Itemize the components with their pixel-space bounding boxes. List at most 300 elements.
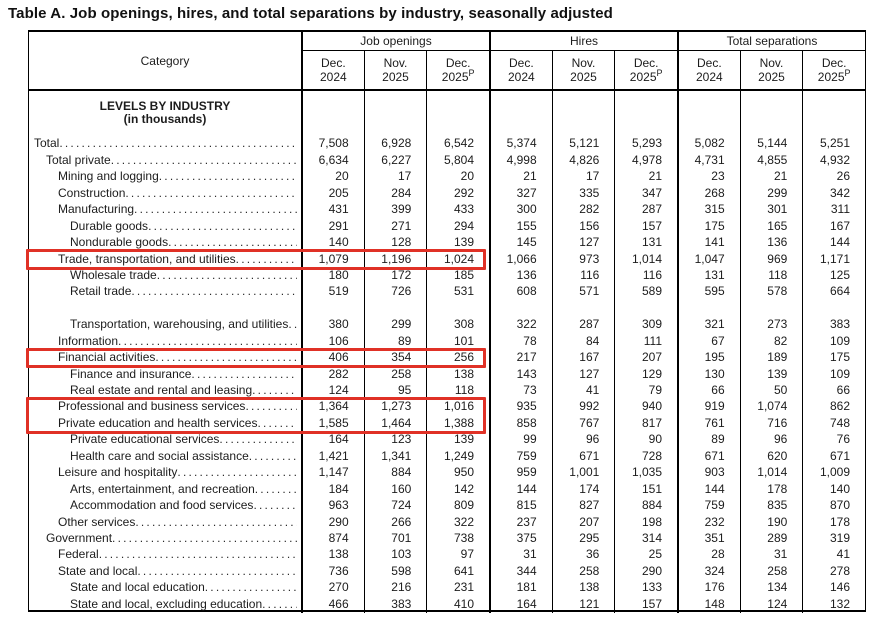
leader-dots [288,317,297,332]
data-cell: 309 [614,300,677,333]
column-rule [364,91,427,136]
table-row [29,514,865,530]
data-cell: 139 [426,235,489,251]
data-cell: 322 [426,514,489,530]
data-cell: 870 [802,498,865,514]
year-column-header [802,51,865,89]
row-label: Construction [58,185,126,200]
row-category-cell [29,399,301,415]
leader-dots [148,219,297,234]
row-category-cell [29,580,301,596]
data-cell: 738 [426,531,489,547]
row-label: Health care and social assistance [70,448,249,463]
row-category-cell [29,432,301,448]
row-label: Transportation, warehousing, and utilities [70,317,289,332]
row-category-cell [29,202,301,218]
data-cell: 89 [677,432,740,448]
data-cell: 133 [614,580,677,596]
data-cell: 128 [364,235,427,251]
preliminary-superscript: P [468,68,475,78]
data-cell: 73 [489,383,552,399]
section-header-block [29,91,865,136]
table-row [29,235,865,251]
row-category-cell [29,186,301,202]
data-cell: 167 [802,218,865,234]
row-category-cell [29,515,301,531]
data-cell: 195 [677,350,740,366]
data-cell: 25 [614,547,677,563]
data-cell: 1,024 [426,251,489,267]
table-row [29,448,865,464]
data-cell: 185 [426,268,489,284]
data-cell: 299 [740,185,803,201]
data-cell: 571 [552,284,615,300]
data-cell: 175 [677,218,740,234]
leader-dots [118,334,297,349]
data-cell: 759 [489,448,552,464]
data-cell: 748 [802,415,865,431]
data-cell: 266 [364,514,427,530]
data-cell: 118 [426,383,489,399]
row-label: Other services [58,514,136,529]
leader-dots [168,235,297,250]
row-label: Mining and logging [58,169,159,184]
year-text: 2025 [817,70,845,84]
data-cell: 165 [740,218,803,234]
data-cell: 178 [740,481,803,497]
data-cell: 767 [552,415,615,431]
leader-dots [111,153,297,168]
leader-dots [99,547,297,562]
data-cell: 940 [614,399,677,415]
data-cell: 324 [677,563,740,579]
leader-dots [157,268,297,283]
data-cell: 992 [552,399,615,415]
data-cell: 406 [301,350,364,366]
row-label: Private educational services [70,432,220,447]
data-cell: 17 [552,169,615,185]
table-row [29,350,865,366]
row-label: Professional and business services [58,399,246,414]
table-row [29,202,865,218]
data-cell: 144 [677,481,740,497]
year-text: 2025 [758,70,785,84]
data-cell: 178 [802,514,865,530]
data-cell: 167 [552,350,615,366]
data-cell: 148 [677,596,740,612]
data-cell: 103 [364,547,427,563]
row-category-cell [29,482,301,498]
data-cell: 671 [677,448,740,464]
table-header [29,32,865,91]
data-cell: 1,079 [301,251,364,267]
row-label: Financial activities [58,350,156,365]
data-cell: 96 [740,432,803,448]
data-cell: 595 [677,284,740,300]
data-cell: 950 [426,465,489,481]
data-cell: 598 [364,563,427,579]
row-category-cell [29,252,301,268]
data-cell: 935 [489,399,552,415]
data-cell: 180 [301,268,364,284]
data-cell: 129 [614,366,677,382]
data-cell: 351 [677,531,740,547]
data-cell: 21 [740,169,803,185]
data-cell: 76 [802,432,865,448]
data-cell: 6,227 [364,152,427,168]
data-cell: 217 [489,350,552,366]
data-cell: 1,074 [740,399,803,415]
data-cell: 258 [552,563,615,579]
year-text: 2024 [507,70,535,84]
row-category-cell [29,449,301,465]
data-cell: 1,196 [364,251,427,267]
data-cell: 884 [364,465,427,481]
data-cell: 21 [489,169,552,185]
row-label: Leisure and hospitality [58,465,178,480]
data-cell: 145 [489,235,552,251]
column-rule [426,91,489,136]
table-row [29,415,865,431]
section-header-line2: (in thousands) [123,112,207,126]
data-cell: 311 [802,202,865,218]
month-label: Dec. [508,56,534,70]
data-cell: 127 [552,235,615,251]
data-cell: 268 [677,185,740,201]
table-title: Table A. Job openings, hires, and total separations by industry, seasonally adjusted [8,5,613,22]
data-cell: 959 [489,465,552,481]
data-cell: 728 [614,448,677,464]
data-cell: 174 [552,481,615,497]
year-text: 2024 [319,70,347,84]
year-column-header [489,51,552,89]
data-cell: 817 [614,415,677,431]
data-cell: 4,978 [614,152,677,168]
column-rule [614,91,677,136]
row-label: Accommodation and food services [70,498,254,513]
data-cell: 300 [489,202,552,218]
leader-dots [245,399,297,414]
leader-dots [191,367,297,382]
data-cell: 919 [677,399,740,415]
data-cell: 295 [552,531,615,547]
data-cell: 175 [802,350,865,366]
table-row [29,284,865,300]
row-label: Finance and insurance [70,366,192,381]
data-cell: 31 [489,547,552,563]
row-category-cell [29,498,301,514]
data-cell: 28 [677,547,740,563]
year-text: 2025 [629,70,657,84]
data-cell: 1,016 [426,399,489,415]
year-text: 2025 [382,70,409,84]
data-cell: 292 [426,185,489,201]
data-cell: 815 [489,498,552,514]
year-column-header [426,51,489,89]
row-category-cell [29,284,301,300]
data-cell: 290 [614,563,677,579]
data-cell: 31 [740,547,803,563]
data-cell: 132 [802,596,865,612]
leader-dots [134,202,297,217]
table-row [29,169,865,185]
preliminary-superscript: P [656,68,663,78]
data-cell: 671 [802,448,865,464]
row-category-cell [29,136,301,152]
data-cell: 144 [802,235,865,251]
row-category-cell [29,465,301,481]
data-cell: 963 [301,498,364,514]
data-cell: 608 [489,284,552,300]
data-cell: 5,251 [802,136,865,152]
row-label: Private education and health services [58,415,258,430]
data-cell: 431 [301,202,364,218]
data-cell: 164 [489,596,552,612]
data-cell: 124 [301,383,364,399]
year-text: 2025 [441,70,469,84]
data-cell: 20 [301,169,364,185]
row-label: Real estate and rental and leasing [70,383,253,398]
data-cell: 1,014 [614,251,677,267]
month-label: Dec. [696,56,722,70]
table-row [29,383,865,399]
year-column-header [301,51,364,89]
row-label: Manufacturing [58,202,135,217]
data-cell: 82 [740,333,803,349]
row-category-cell [29,219,301,235]
data-cell: 41 [802,547,865,563]
data-cell: 724 [364,498,427,514]
column-rule [802,91,865,136]
data-cell: 4,998 [489,152,552,168]
table-row [29,547,865,563]
data-cell: 531 [426,284,489,300]
data-cell: 287 [614,202,677,218]
data-cell: 271 [364,218,427,234]
leader-dots [112,531,297,546]
row-category-cell [29,317,301,333]
data-cell: 1,464 [364,415,427,431]
data-cell: 109 [802,366,865,382]
table-row [29,563,865,579]
table-row [29,300,865,333]
leader-dots [253,498,297,513]
data-cell: 809 [426,498,489,514]
data-cell: 342 [802,185,865,201]
data-cell: 143 [489,366,552,382]
data-cell: 726 [364,284,427,300]
data-cell: 827 [552,498,615,514]
row-category-cell [29,268,301,284]
year-label [758,70,785,84]
data-cell: 140 [802,481,865,497]
data-cell: 258 [740,563,803,579]
row-label: State and local, excluding education [70,596,263,611]
data-cell: 138 [552,580,615,596]
data-cell: 139 [740,366,803,382]
leader-dots [135,515,297,530]
data-cell: 205 [301,185,364,201]
leader-dots [125,186,297,201]
data-cell: 1,047 [677,251,740,267]
data-cell: 5,374 [489,136,552,152]
data-cell: 142 [426,481,489,497]
year-label [818,70,851,84]
data-cell: 138 [301,547,364,563]
data-cell: 380 [301,300,364,333]
data-cell: 141 [677,235,740,251]
data-cell: 36 [552,547,615,563]
month-label: Nov. [759,56,784,70]
preliminary-superscript: P [844,68,851,78]
data-cell: 155 [489,218,552,234]
data-cell: 578 [740,284,803,300]
row-label: Total private [46,152,111,167]
table-row [29,185,865,201]
year-label [442,70,475,84]
data-cell: 136 [740,235,803,251]
data-cell: 84 [552,333,615,349]
data-cell: 1,249 [426,448,489,464]
table-row [29,399,865,415]
row-category-cell [29,547,301,563]
year-column-header [614,51,677,89]
data-cell: 589 [614,284,677,300]
data-cell: 466 [301,596,364,612]
data-cell: 701 [364,531,427,547]
data-cell: 433 [426,202,489,218]
data-cell: 140 [301,235,364,251]
table-row [29,531,865,547]
data-cell: 6,634 [301,152,364,168]
year-label [696,70,723,84]
data-cell: 641 [426,563,489,579]
data-cell: 184 [301,481,364,497]
year-label [320,70,347,84]
data-cell: 176 [677,580,740,596]
year-column-header [552,51,615,89]
leader-dots [255,482,297,497]
section-header-line1: LEVELS BY INDUSTRY [99,99,231,113]
data-cell: 664 [802,284,865,300]
data-cell: 862 [802,399,865,415]
data-cell: 884 [614,498,677,514]
data-cell: 95 [364,383,427,399]
data-cell: 716 [740,415,803,431]
data-cell: 290 [301,514,364,530]
data-cell: 4,932 [802,152,865,168]
data-cell: 127 [552,366,615,382]
data-cell: 144 [489,481,552,497]
row-category-cell [29,564,301,580]
data-cell: 314 [614,531,677,547]
row-label: Total [34,136,60,151]
month-label: Nov. [383,56,408,70]
data-cell: 118 [740,268,803,284]
data-cell: 315 [677,202,740,218]
data-cell: 289 [740,531,803,547]
data-cell: 1,388 [426,415,489,431]
month-label: Dec. [821,56,847,70]
data-cell: 399 [364,202,427,218]
table-row [29,481,865,497]
section-header [29,91,301,136]
data-cell: 216 [364,580,427,596]
row-category-cell [29,350,301,366]
leader-dots [59,136,297,151]
data-cell: 258 [364,366,427,382]
year-label [630,70,663,84]
data-cell: 17 [364,169,427,185]
row-label: Durable goods [70,218,149,233]
group-header: Hires [489,32,677,51]
data-cell: 671 [552,448,615,464]
data-cell: 278 [802,563,865,579]
data-cell: 50 [740,383,803,399]
data-cell: 21 [614,169,677,185]
data-cell: 90 [614,432,677,448]
column-rule [677,91,740,136]
table-row [29,218,865,234]
group-header: Job openings [301,32,489,51]
data-cell: 109 [802,333,865,349]
data-cell: 124 [740,596,803,612]
data-cell: 4,855 [740,152,803,168]
data-cell: 181 [489,580,552,596]
data-cell: 106 [301,333,364,349]
data-cell: 761 [677,415,740,431]
year-column-header [677,51,740,89]
category-column-header: Category [140,53,190,68]
row-label: Nondurable goods [70,235,169,250]
data-cell: 232 [677,514,740,530]
data-cell: 164 [301,432,364,448]
data-cell: 172 [364,268,427,284]
data-cell: 157 [614,596,677,612]
year-text: 2025 [570,70,597,84]
data-cell: 375 [489,531,552,547]
data-cell: 189 [740,350,803,366]
data-cell: 301 [740,202,803,218]
year-text: 2024 [695,70,723,84]
month-label: Dec. [320,56,346,70]
data-cell: 903 [677,465,740,481]
data-cell: 327 [489,185,552,201]
data-cell: 1,171 [802,251,865,267]
data-cell: 383 [802,300,865,333]
leader-dots [249,449,297,464]
column-rule [740,91,803,136]
data-cell: 237 [489,514,552,530]
data-cell: 136 [489,268,552,284]
data-cell: 620 [740,448,803,464]
year-column-header [364,51,427,89]
leader-dots [159,169,297,184]
data-cell: 66 [677,383,740,399]
data-cell: 6,928 [364,136,427,152]
data-cell: 335 [552,185,615,201]
data-cell: 5,804 [426,152,489,168]
data-cell: 1,585 [301,415,364,431]
data-cell: 101 [426,333,489,349]
data-cell: 858 [489,415,552,431]
table-row [29,152,865,168]
table-row [29,333,865,349]
data-cell: 207 [614,350,677,366]
row-category-cell [29,153,301,169]
data-cell: 256 [426,350,489,366]
data-cell: 1,009 [802,465,865,481]
